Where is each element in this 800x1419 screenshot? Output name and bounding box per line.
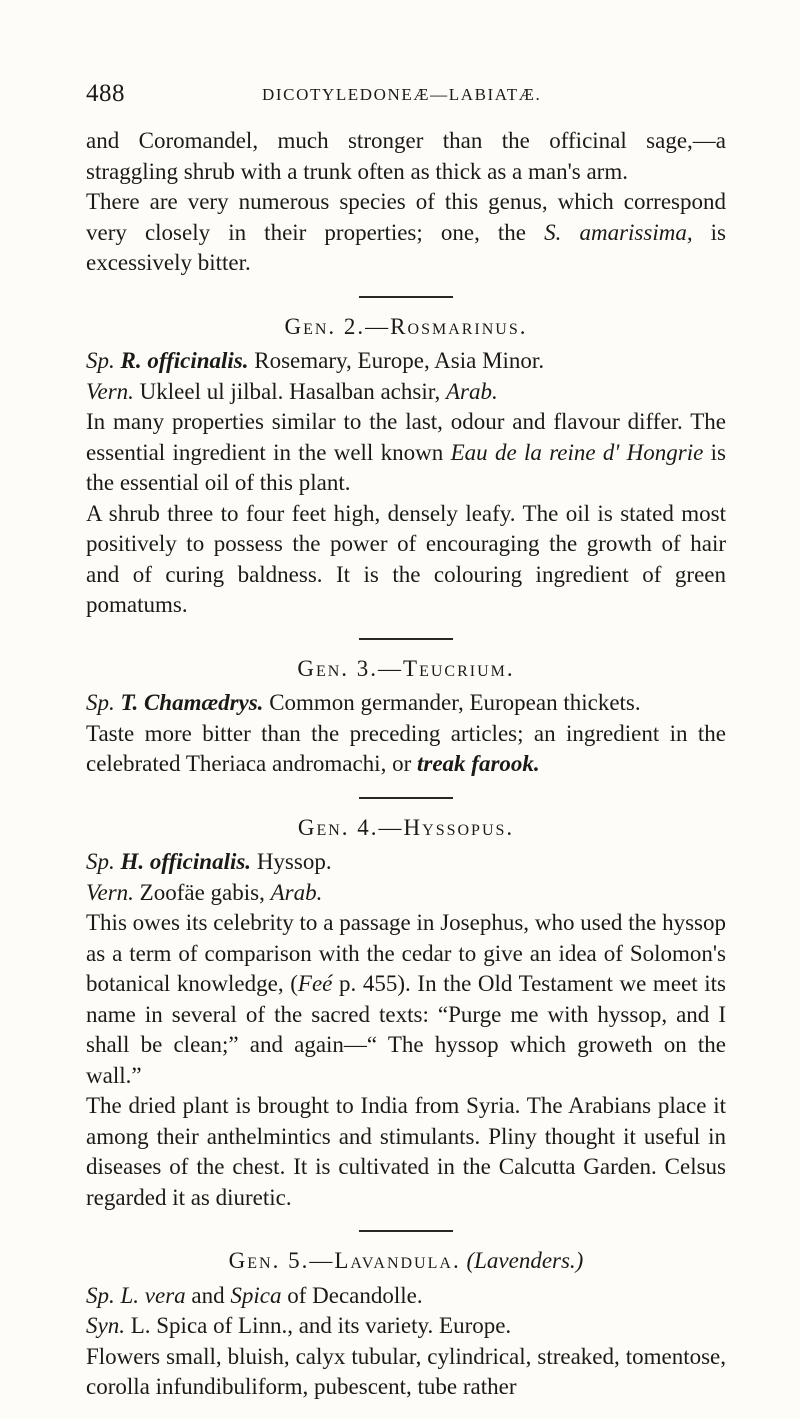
description-paragraph: Taste more bitter than the preceding articles; an ingredient in the celebrated Theriaca andromachi, or treak farook. <box>86 720 726 776</box>
running-head <box>86 80 714 114</box>
genus-teucrium <box>86 654 726 780</box>
intro-paragraph-1: and Coromandel, much stronger than the officinal sage,—a straggling shrub with a trunk often as thick as a man's arm. <box>86 128 726 184</box>
description-paragraph: In many properties similar to the last, odour and flavour differ. The essential ingredient in the well known Eau de la reine d' Hongrie is the essential oil of this plant. <box>86 409 726 495</box>
section-divider <box>359 296 453 298</box>
species-line: Sp. L. vera and Spica of Decandolle. <box>86 1282 423 1308</box>
description-paragraph: The dried plant is brought to India from Syria. The Arabians place it among their anthelmintics and stimulants. Pliny thought it useful in diseases of the chest. It is cultivated in the Calcutta Garden. Celsus regarded it as diuretic. <box>86 1093 726 1210</box>
description-paragraph: A shrub three to four feet high, densely leafy. The oil is stated most positively to possess the power of encouraging the growth of hair and of curing baldness. It is the colouring ingredient of green pomatums. <box>86 500 726 617</box>
section-divider <box>359 638 453 640</box>
page-number: 488 <box>86 80 125 107</box>
genus-heading: Gen. 2.—Rosmarinus. <box>284 313 528 339</box>
genus-hyssopus <box>86 813 726 1214</box>
genus-heading: Gen. 5.—Lavandula. (Lavenders.) <box>228 1248 584 1273</box>
section-divider <box>359 797 453 799</box>
synonym-line: Syn. L. Spica of Linn., and its variety. Europe. <box>86 1313 512 1338</box>
genus-rosmarinus <box>86 312 726 621</box>
vernacular-line: Vern. Zoofäe gabis, Arab. <box>86 879 323 905</box>
description-paragraph: Flowers small, bluish, calyx tubular, cylindrical, streaked, tomentose, corolla infundibuliform, pubescent, tube rather <box>86 1343 726 1399</box>
description-paragraph: This owes its celebrity to a passage in Josephus, who used the hyssop as a term of comparison with the cedar to give an idea of Solomon's botanical knowledge, (Feé p. 455). In the Old Testament we meet its name in several of the sacred texts: “Purge me with hyssop, and I shall be clean;” and again—“ The hyssop which groweth on the wall.” <box>86 910 726 1088</box>
genus-lavandula <box>86 1246 726 1403</box>
intro-paragraph-2: There are very numerous species of this genus, which correspond very closely in their properties; one, the S. amarissima, is excessively bitter. <box>86 189 727 275</box>
vernacular-line: Vern. Ukleel ul jilbal. Hasalban achsir, Arab. <box>86 378 498 404</box>
genus-heading: Gen. 4.—Hyssopus. <box>297 814 515 840</box>
species-line: Sp. H. officinalis. Hyssop. <box>86 849 332 874</box>
genus-heading: Gen. 3.—Teucrium. <box>297 655 515 681</box>
species-line: Sp. T. Chamædrys. Common germander, European thickets. <box>86 690 641 715</box>
species-line: Sp. R. officinalis. Rosemary, Europe, Asia Minor. <box>86 348 545 373</box>
body-text <box>86 126 726 1403</box>
running-title: DICOTYLEDONEÆ—LABIATÆ. <box>262 85 542 104</box>
section-divider <box>359 1230 453 1232</box>
